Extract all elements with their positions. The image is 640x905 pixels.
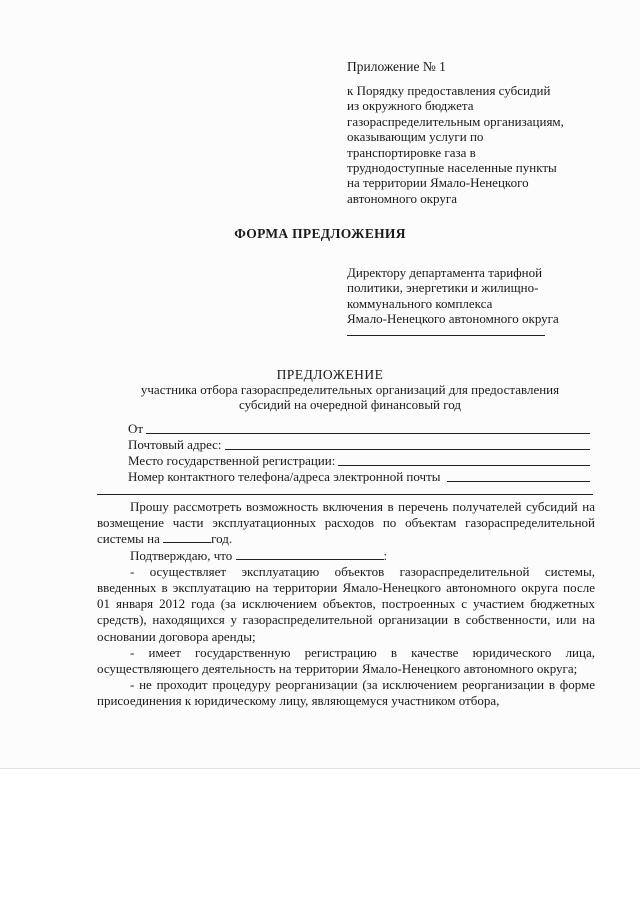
- paragraph-confirm: Подтверждаю, что :: [130, 547, 388, 563]
- appendix-reference: [347, 83, 617, 206]
- paragraph-operation: - осуществляет эксплуатацию объектов газораспределительной системы, введенных в эксплуатацию на территории Ямало-Ненецкого автономного округа после 01 января 2012 года (за исключением объектов, построенных с участием бюджетных средств), находящихся у газораспределительной организации в собственности, или на основании договора аренды;: [97, 563, 595, 644]
- appendix-title: Приложение № 1: [347, 59, 446, 74]
- addressee-line: Ямало-Ненецкого автономного округа: [347, 311, 559, 327]
- paragraph-registration: - имеет государственную регистрацию в качестве юридического лица, осуществляющего деятельность на территории Ямало-Ненецкого автономного округа;: [97, 644, 595, 677]
- appendix-line: на территории Ямало-Ненецкого: [347, 175, 529, 191]
- postal-address-field: [128, 437, 590, 453]
- appendix-line: труднодоступные населенные пункты: [347, 160, 557, 176]
- addressee-line: коммунального комплекса: [347, 295, 493, 311]
- body-text: [97, 499, 595, 710]
- addressee-line: политики, энергетики и жилищно-: [347, 280, 539, 296]
- paragraph-reorganization: - не проходит процедуру реорганизации (за исключением реорганизации в форме присоединения к юридическому лицу, являющемуся участником отбора,: [97, 677, 595, 709]
- organization-blank: [236, 548, 384, 560]
- contact-field: [128, 469, 590, 485]
- from-input-line: [146, 433, 590, 434]
- appendix-line: к Порядку предоставления субсидий: [347, 83, 551, 98]
- registration-place-input-line: [338, 465, 590, 466]
- from-field: [128, 421, 590, 437]
- addressee-signature-line: [347, 335, 545, 336]
- form-title: ФОРМА ПРЕДЛОЖЕНИЯ: [234, 226, 406, 241]
- appendix-line: оказывающим услуги по: [347, 129, 484, 145]
- postal-address-input-line: [225, 449, 590, 450]
- appendix-line: из окружного бюджета: [347, 98, 474, 114]
- proposal-subtitle-line: субсидий на очередной финансовый год: [238, 397, 462, 412]
- addressee-line: Директору департамента тарифной: [347, 265, 543, 280]
- contact-label: Номер контактного телефона/адреса электронной почты: [128, 469, 441, 484]
- separator-line: [97, 494, 593, 495]
- contact-input-line: [447, 481, 591, 482]
- paragraph-request: Прошу рассмотреть возможность включения в перечень получателей субсидий на возмещение части эксплуатационных расходов по объектам газораспределительной системы на год.: [97, 499, 595, 547]
- appendix-line: автономного округа: [347, 190, 457, 206]
- registration-place-field: [128, 453, 590, 469]
- appendix-line: газораспределительным организациям,: [347, 113, 564, 129]
- registration-place-label: Место государственной регистрации:: [128, 453, 336, 468]
- from-label: От: [128, 421, 144, 436]
- addressee: [347, 265, 617, 327]
- proposal-subtitle: [100, 382, 600, 412]
- proposal-subtitle-line: участника отбора газораспределительных организаций для предоставления: [140, 382, 560, 397]
- year-blank: [163, 531, 211, 543]
- appendix-line: транспортировке газа в: [347, 144, 476, 160]
- proposal-title: ПРЕДЛОЖЕНИЕ: [276, 367, 384, 382]
- postal-address-label: Почтовый адрес:: [128, 437, 222, 452]
